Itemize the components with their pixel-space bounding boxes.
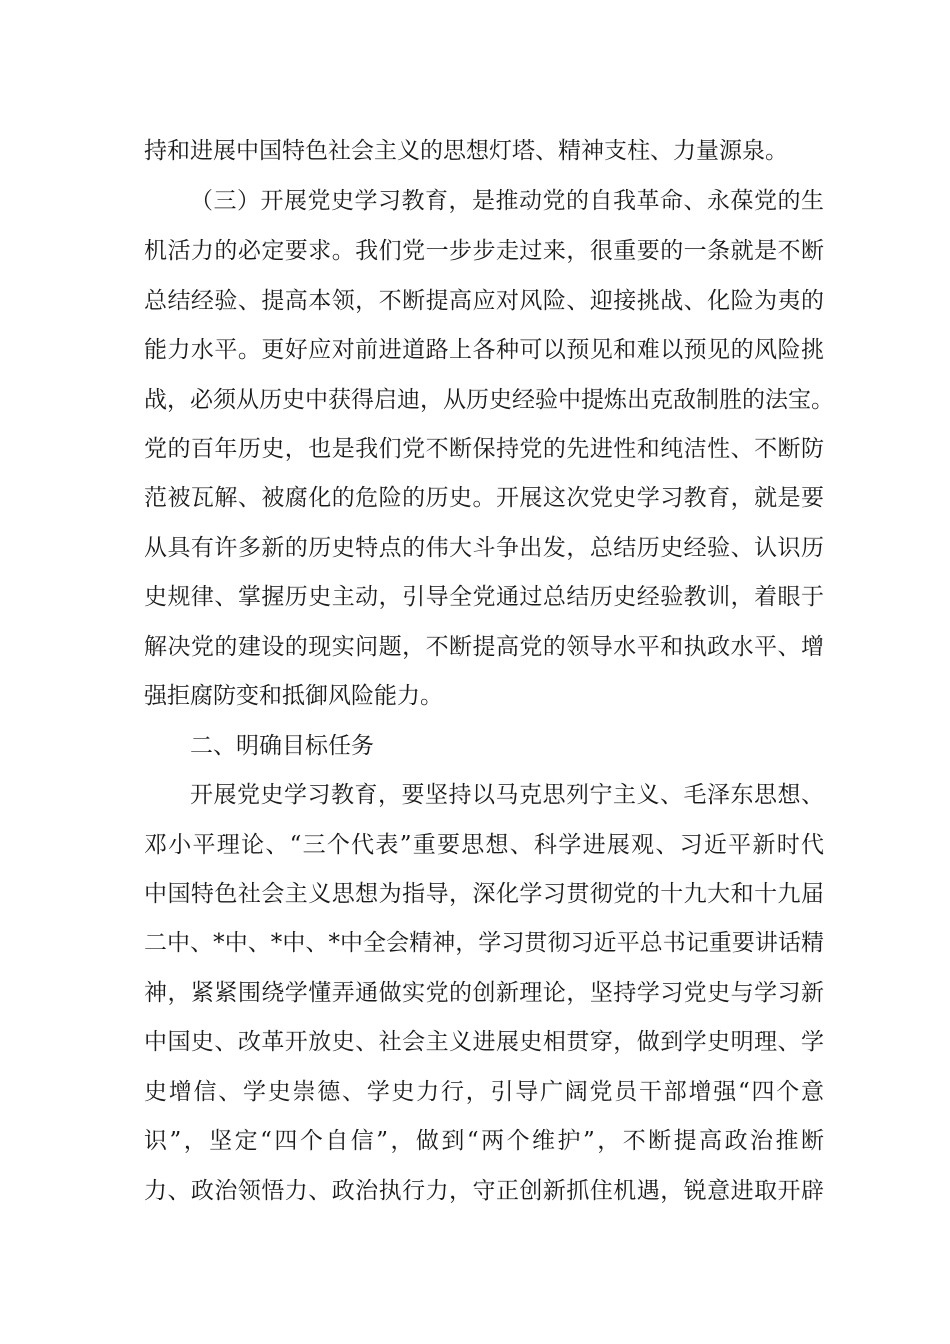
text-line-3: 机活力的必定要求。我们党一步步走过来，很重要的一条就是不断: [144, 238, 824, 264]
text-line-11: 解决党的建设的现实问题，不断提高党的领导水平和执政水平、增: [144, 634, 824, 660]
text-line-14: 开展党史学习教育，要坚持以马克思列宁主义、毛泽东思想、: [190, 782, 824, 808]
text-line-1: 持和进展中国特色社会主义的思想灯塔、精神支柱、力量源泉。: [144, 138, 788, 164]
text-line-4: 总结经验、提高本领，不断提高应对风险、迎接挑战、化险为夷的: [144, 288, 824, 314]
text-line-18: 神，紧紧围绕学懂弄通做实党的创新理论，坚持学习党史与学习新: [144, 980, 824, 1006]
text-line-21: 识”，坚定“四个自信”，做到“两个维护”，不断提高政治推断: [144, 1128, 824, 1154]
text-line-6: 战，必须从历史中获得启迪，从历史经验中提炼出克敌制胜的法宝。: [144, 387, 834, 413]
text-line-17: 二中、*中、*中、*中全会精神，学习贯彻习近平总书记重要讲话精: [144, 930, 824, 956]
text-line-19: 中国史、改革开放史、社会主义进展史相贯穿，做到学史明理、学: [144, 1029, 824, 1055]
text-line-7: 党的百年历史，也是我们党不断保持党的先进性和纯洁性、不断防: [144, 436, 824, 462]
section-heading: 二、明确目标任务: [190, 733, 374, 759]
text-line-16: 中国特色社会主义思想为指导，深化学习贯彻党的十九大和十九届: [144, 881, 824, 907]
text-line-22: 力、政治领悟力、政治执行力，守正创新抓住机遇，锐意进取开辟: [144, 1178, 824, 1204]
text-line-15: 邓小平理论、“三个代表”重要思想、科学进展观、习近平新时代: [144, 832, 824, 858]
text-line-20: 史增信、学史崇德、学史力行，引导广阔党员干部增强“四个意: [144, 1079, 824, 1105]
text-line-9: 从具有许多新的历史特点的伟大斗争出发，总结历史经验、认识历: [144, 535, 824, 561]
text-line-12: 强拒腐防变和抵御风险能力。: [144, 683, 443, 709]
text-line-10: 史规律、掌握历史主动，引导全党通过总结历史经验教训，着眼于: [144, 584, 824, 610]
paragraph-3-heading-line: （三）开展党史学习教育，是推动党的自我革命、永葆党的生: [190, 188, 824, 214]
text-line-5: 能力水平。更好应对前进道路上各种可以预见和难以预见的风险挑: [144, 337, 824, 363]
text-line-8: 范被瓦解、被腐化的危险的历史。开展这次党史学习教育，就是要: [144, 485, 824, 511]
